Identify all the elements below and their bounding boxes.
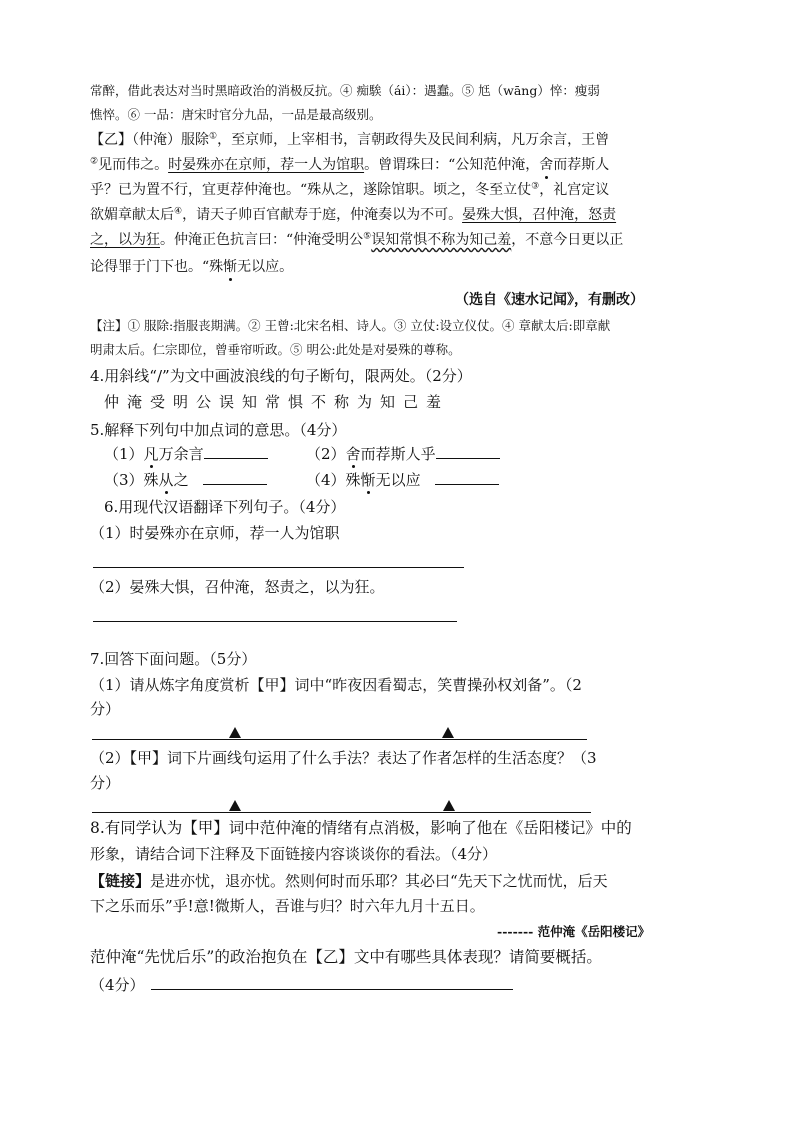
- answer-blank[interactable]: [203, 470, 267, 485]
- question-7-part-2-cont: 分）: [90, 774, 121, 792]
- text-span: 欲媚章献太后: [90, 207, 174, 223]
- answer-line[interactable]: [93, 567, 464, 568]
- note-yi-line: 明肃太后。仁宗即位，曾垂帘听政。⑤ 明公:此处是对晏殊的尊称。: [90, 342, 461, 357]
- link-passage-line: 下之乐而乐”乎!意!微斯人，吾谁与归？时六年九月十五日。: [90, 897, 485, 915]
- text-span: 【乙】（仲淹）服除: [90, 132, 209, 148]
- question-9-stem-cont: [90, 975, 513, 995]
- dotted-word: 舍: [539, 157, 554, 173]
- text-span: 见而伟之。: [98, 157, 169, 173]
- answer-marker-triangle: [229, 800, 241, 811]
- footnote-marker: ②: [90, 156, 99, 167]
- text-span: 而荐斯人: [553, 157, 610, 173]
- answer-marker-triangle: [229, 727, 241, 738]
- footnote-marker: ④: [174, 206, 183, 217]
- question-4-sentence: 仲淹受明公误知常惧不称为知己羞: [104, 393, 450, 411]
- footnote-marker: ⑤: [363, 231, 372, 242]
- question-5-stem: 5.解释下列句中加点词的意思。（4分）: [90, 421, 347, 439]
- underlined-sentence: 晏殊大惧，召仲淹，怒责: [462, 207, 617, 223]
- question-7-part-2: （2）【甲】词下片画线句运用了什么手法？表达了作者怎样的生活态度？（3: [90, 749, 597, 767]
- text-span: ，礼宫定议: [539, 182, 610, 198]
- question-5-item-4: [306, 470, 499, 490]
- link-label: 【链接】: [90, 872, 151, 890]
- question-7-part-1: （1）请从炼字角度赏析【甲】词中“昨夜因看蜀志，笑曹操孙权刘备”。（2: [90, 676, 582, 694]
- text-span: 。仲淹正色抗言曰：“仲淹受明公: [160, 232, 364, 248]
- answer-line[interactable]: [92, 739, 587, 740]
- dotted-word: 舍: [345, 445, 361, 463]
- text-span: （3）殊: [104, 471, 159, 489]
- dotted-word: 从: [158, 471, 174, 489]
- footnote-marker: ③: [531, 181, 540, 192]
- yi-passage-line: [90, 155, 609, 175]
- text-span: （1）: [104, 445, 144, 463]
- yi-passage-line: [90, 230, 623, 250]
- text-span: 万余言: [158, 445, 204, 463]
- text-span: 之: [173, 471, 189, 489]
- answer-blank[interactable]: [204, 444, 268, 459]
- source-citation: （选自《速水记闻》，有删改）: [455, 292, 644, 308]
- question-6-sentence-1: （1）时晏殊亦在京师，荐一人为馆职: [90, 524, 340, 542]
- dotted-word: 惭: [360, 471, 376, 489]
- footnote-marker: ①: [209, 131, 218, 142]
- dotted-word: 惭: [223, 259, 238, 275]
- question-5-item-1: [104, 444, 268, 464]
- question-8-stem: 8.有同学认为【甲】词中范仲淹的情绪有点消极，影响了他在《岳阳楼记》中的: [90, 819, 632, 837]
- note-jia-line: 憔悴。⑥ 一品：唐宋时官分九品，一品是最高级别。: [90, 107, 382, 122]
- yi-passage-line: [90, 180, 609, 200]
- text-span: ，至京师，上宰相书，言朝政得失及民间利病，凡万余言，王曾: [217, 132, 610, 148]
- wavy-underlined-sentence: 误知常惧不称为知己羞: [371, 232, 512, 248]
- text-span: ，不意今日更以正: [511, 232, 624, 248]
- text-span: 无以应: [375, 471, 421, 489]
- answer-line[interactable]: [93, 621, 457, 622]
- answer-line[interactable]: [92, 812, 591, 813]
- answer-blank[interactable]: [436, 444, 500, 459]
- answer-marker-triangle: [442, 727, 454, 738]
- underlined-sentence: 之，以为狂: [90, 232, 160, 248]
- question-7-part-1-cont: 分）: [90, 700, 121, 718]
- question-6-stem: 6.用现代汉语翻译下列句子。（4分）: [104, 498, 346, 516]
- question-5-item-3: [104, 470, 267, 490]
- note-jia-line: 常醉，借此表达对当时黑暗政治的消极反抗。④ 痴騃（ái）：遇蠢。⑤ 尪（wāng）悴：瘦弱: [90, 83, 600, 98]
- note-yi-line: 【注】① 服除:指服丧期满。② 王曾:北宋名相、诗人。③ 立仗:设立仪仗。④ 章献太后:即章献: [90, 318, 611, 333]
- yi-passage-line: [90, 130, 609, 150]
- question-4-stem: 4.用斜线“/”为文中画波浪线的句子断句，限两处。（2分）: [90, 367, 472, 385]
- text-span: （4分）: [90, 976, 145, 994]
- question-7-stem: 7.回答下面问题。（5分）: [90, 650, 257, 668]
- answer-blank[interactable]: [151, 975, 513, 990]
- text-span: 而荐斯人乎: [360, 445, 436, 463]
- answer-blank[interactable]: [435, 470, 499, 485]
- yi-passage-line: [90, 205, 616, 225]
- underlined-sentence: 时晏殊亦在京师，荐一人为馆职: [168, 157, 365, 173]
- yi-passage-line: [90, 257, 293, 277]
- link-source: ------- 范仲淹《岳阳楼记》: [497, 924, 651, 939]
- text-span: （2）: [306, 445, 346, 463]
- text-span: 无以应。: [237, 259, 294, 275]
- text-span: 乎？已为置不行，宜更荐仲淹也。“殊从之，遂除馆职。顷之，冬至立仗: [90, 182, 532, 198]
- text-span: 论得罪于门下也。“殊: [90, 259, 224, 275]
- text-span: ，请天子帅百官献寿于庭，仲淹奏以为不可。: [182, 207, 463, 223]
- question-6-sentence-2: （2）晏殊大惧，召仲淹，怒责之，以为狂。: [90, 578, 385, 596]
- question-9-stem: 范仲淹“先忧后乐”的政治抱负在【乙】文中有哪些具体表现？请简要概括。: [90, 948, 602, 966]
- answer-marker-triangle: [443, 800, 455, 811]
- text-span: 是进亦忧，退亦忧。然则何时而乐耶？其必曰“先天下之忧而忧，后天: [150, 872, 608, 890]
- question-8-stem-cont: 形象，请结合词下注释及下面链接内容谈谈你的看法。（4分）: [90, 845, 498, 863]
- link-passage-line: [90, 871, 608, 891]
- text-span: （4）殊: [306, 471, 361, 489]
- dotted-word: 凡: [143, 445, 159, 463]
- text-span: 。曾谓珠曰：“公知范仲淹，: [364, 157, 540, 173]
- question-5-item-2: [306, 444, 500, 464]
